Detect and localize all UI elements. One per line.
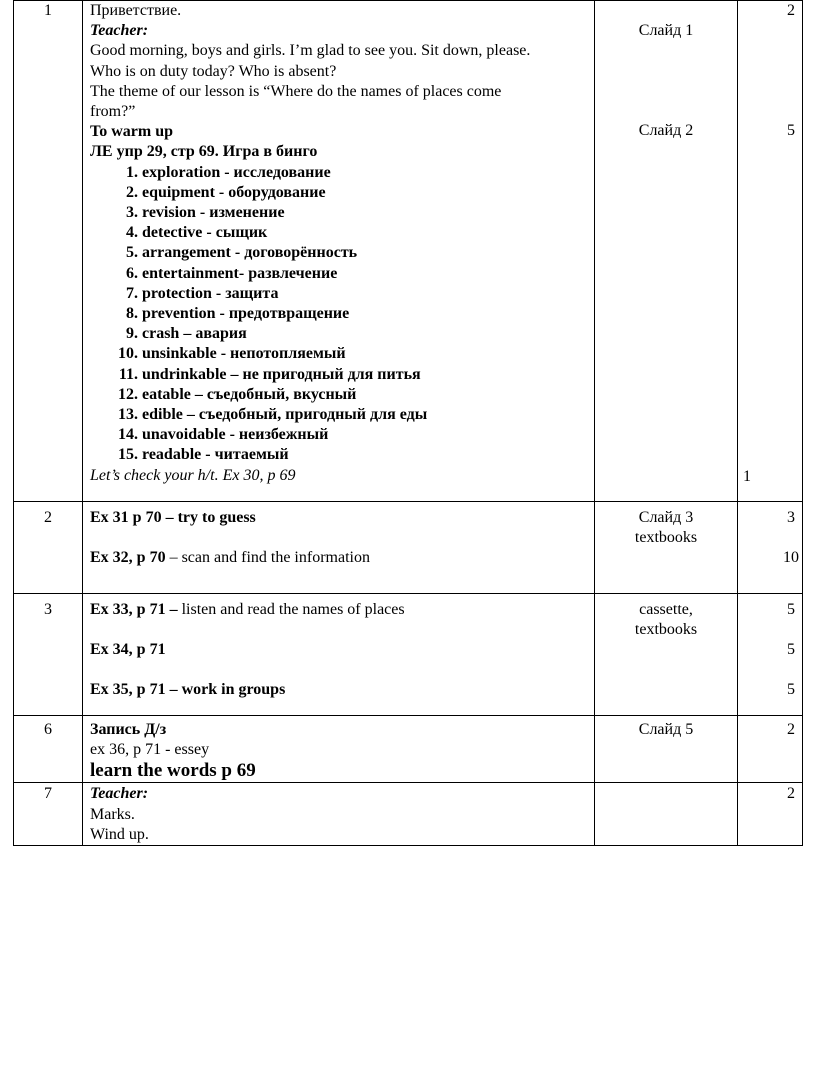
time-minutes: 10 (783, 549, 799, 567)
list-item: 11. undrinkable – не пригодный для питья (118, 365, 421, 383)
list-item: 15. readable - читаемый (118, 446, 289, 464)
time-minutes: 5 (787, 641, 795, 659)
lesson-plan-table (13, 0, 803, 846)
stage-content (83, 1, 595, 502)
resource-slide: Слайд 1 (638, 22, 694, 39)
list-item: 12. eatable – съедобный, вкусный (118, 385, 357, 403)
time-cell (738, 502, 803, 594)
time-cell (738, 716, 803, 783)
resource-slide: Слайд 2 (638, 122, 694, 140)
time-minutes: 5 (787, 601, 795, 618)
row-number: 3 (14, 594, 83, 716)
resource-slide: Слайд 5 (638, 721, 694, 738)
table-row (14, 594, 803, 716)
stage-content (83, 594, 595, 716)
list-item: 8. prevention - предотвращение (126, 305, 350, 323)
row-number: 7 (14, 783, 83, 846)
warmup-title: To warm up (90, 123, 173, 141)
table-row (14, 716, 803, 783)
stage-content (83, 783, 595, 846)
marks-line: Marks. (90, 805, 135, 823)
resources-cell (595, 783, 738, 846)
exercise-line: Ex 33, p 71 – listen and read the names of places (90, 601, 405, 618)
exercise-line: Ex 31 p 70 – try to guess (90, 509, 256, 526)
time-cell (738, 1, 803, 502)
time-minutes: 1 (743, 468, 751, 485)
list-item: 4. detective - сыщик (126, 224, 268, 242)
stage-content (83, 502, 595, 594)
vocabulary-list (90, 163, 587, 466)
time-minutes: 2 (787, 2, 795, 19)
row-number: 1 (14, 1, 83, 502)
list-item: 3. revision - изменение (126, 204, 285, 222)
greeting-title: Приветствие. (90, 2, 182, 19)
list-item: 5. arrangement - договорённость (126, 244, 358, 262)
list-item: 7. protection - защита (126, 284, 279, 302)
row-number: 2 (14, 502, 83, 594)
time-minutes: 5 (787, 122, 795, 140)
exercise-line: Ex 34, p 71 (90, 641, 166, 659)
homework-words: learn the words p 69 (90, 760, 256, 782)
list-item: 10. unsinkable - непотопляемый (118, 345, 346, 363)
list-item: 2. equipment - оборудование (126, 183, 326, 201)
exercise-line: Ex 32, p 70 – scan and find the information (90, 549, 370, 567)
teacher-label: Teacher: (90, 22, 149, 40)
resource-cassette: cassette, (639, 601, 693, 618)
greeting-line: from?” (90, 103, 136, 121)
list-item: 6. entertainment- развлечение (126, 264, 338, 282)
homework-check: Let’s check your h/t. Ex 30, p 69 (90, 466, 296, 484)
time-cell (738, 783, 803, 846)
teacher-label: Teacher: (90, 785, 149, 803)
resources-cell (595, 716, 738, 783)
list-item: 9. crash – авария (126, 325, 247, 343)
greeting-line: Good morning, boys and girls. I’m glad to see you. Sit down, please. (90, 42, 531, 60)
greeting-line: Who is on duty today? Who is absent? (90, 62, 337, 80)
resources-cell (595, 1, 738, 502)
resource-textbooks: textbooks (634, 621, 698, 639)
list-item: 1. exploration - исследование (126, 163, 331, 181)
resources-cell (595, 502, 738, 594)
time-minutes: 5 (787, 681, 795, 699)
bingo-title: ЛЕ упр 29, стр 69. Игра в бинго (90, 143, 318, 161)
time-minutes: 3 (787, 509, 795, 526)
homework-title: Запись Д/з (90, 721, 167, 738)
row-number: 6 (14, 716, 83, 783)
resource-textbooks: textbooks (634, 529, 698, 547)
table-row (14, 1, 803, 502)
resource-slide: Слайд 3 (638, 509, 694, 526)
time-cell (738, 594, 803, 716)
list-item: 13. edible – съедобный, пригодный для еды (118, 406, 428, 424)
table-row (14, 502, 803, 594)
windup-line: Wind up. (90, 825, 149, 843)
time-minutes: 2 (787, 785, 795, 803)
table-row (14, 783, 803, 846)
stage-content (83, 716, 595, 783)
resources-cell (595, 594, 738, 716)
homework-line: ex 36, p 71 - essey (90, 741, 210, 759)
list-item: 14. unavoidable - неизбежный (118, 426, 329, 444)
time-minutes: 2 (787, 721, 795, 738)
exercise-line: Ex 35, p 71 – work in groups (90, 681, 286, 699)
greeting-line: The theme of our lesson is “Where do the names of places come (90, 82, 502, 100)
